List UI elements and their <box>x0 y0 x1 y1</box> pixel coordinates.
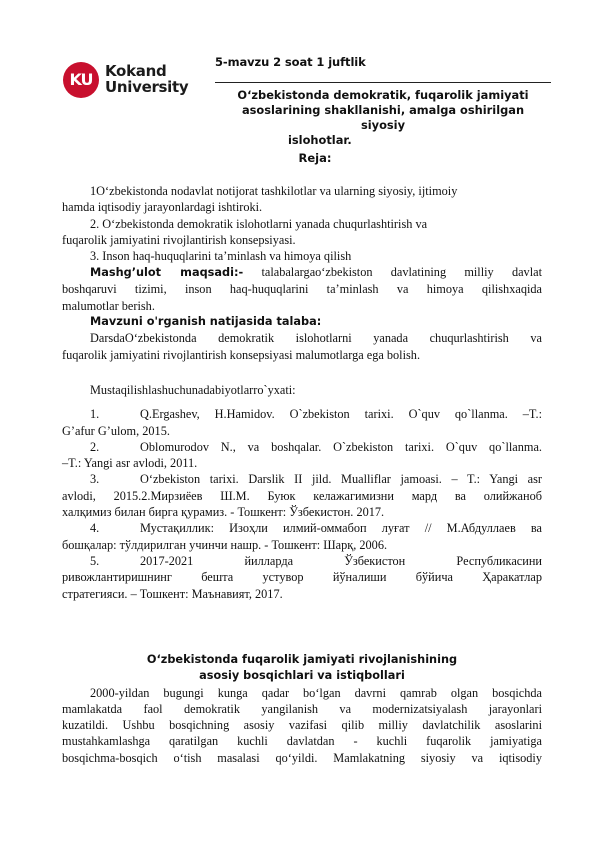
section-line: bosqichma-bosqich o‘tish masalasi qo‘yildi. Mamlakatning siyosiy va iqtisodiy <box>62 750 542 765</box>
literature-item-5-cont: ривожлантиришнинг бешта устувор йўналиши бўйича Ҳаракатлар <box>62 570 542 585</box>
goal-line-2: boshqaruvi tizimi, inson haq-huquqlarini ta’minlash va himoya qilishxaqida <box>62 282 542 297</box>
plan-item-1: 1O‘zbekistonda nodavlat notijorat tashkilotlar va ularning siyosiy, ijtimoiy <box>90 184 458 198</box>
literature-item-2 <box>62 439 542 455</box>
title-line: islohotlar. <box>288 133 352 147</box>
plan-item-2-cont: fuqarolik jamiyatini rivojlantirish konsepsiyasi. <box>62 232 296 247</box>
result-block <box>62 314 542 363</box>
literature-item-1-cont: G’afur G’ulom, 2015. <box>62 423 170 438</box>
literature-num: 3. <box>90 472 100 487</box>
literature-text: Oblomurodov N., va boshqalar. O`zbekiston tarixi. O`quv qo`llanma. <box>140 439 542 454</box>
literature-heading: Mustaqilishlashuchunadabiyotlarro`yxati: <box>90 383 296 397</box>
goal-line-1 <box>62 264 542 281</box>
literature-text: 2017-2021 йилларда Ўзбекистон Республикасини <box>140 553 542 568</box>
title-line: O‘zbekistonda demokratik, fuqarolik jamiyati <box>237 88 529 102</box>
literature-text: Q.Ergashev, H.Hamidov. O`zbekiston tarixi. O`quv qo`llanma. –T.: <box>140 407 542 422</box>
header-divider <box>215 82 551 83</box>
logo-text <box>105 63 188 95</box>
literature-item-5 <box>62 553 542 569</box>
goal-line-3: malumotlar berish. <box>62 298 155 313</box>
literature-num: 4. <box>90 521 100 536</box>
section-heading-line: O‘zbekistonda fuqarolik jamiyati rivojlanishining <box>146 653 458 666</box>
section-line: 2000-yildan bugungi kunga qadar bo‘lgan davrni qamrab olgan bosqichda <box>90 685 542 700</box>
literature-text: Мустақиллик: Изоҳли илмий-оммабоп луғат // М.Абдуллаев ва <box>140 521 542 536</box>
goal-label: Mashg’ulot maqsadi <box>90 266 234 279</box>
literature-item-1 <box>62 406 542 422</box>
literature-num: 2. <box>90 439 100 454</box>
topic-label: 5-mavzu 2 soat 1 juftlik <box>215 55 366 69</box>
result-heading: Mavzuni o'rganish natijasida talaba: <box>90 315 322 328</box>
plan-list <box>62 183 542 264</box>
goal-text: talabalargao‘zbekiston davlatining milliy davlat <box>243 265 542 279</box>
plan-item-3: 3. Inson haq-huquqlarini ta’minlash va himoya qilish <box>90 249 352 264</box>
literature-num: 1. <box>90 407 100 422</box>
literature-item-3 <box>62 471 542 487</box>
goal-separator: :- <box>233 266 244 279</box>
lecture-title <box>218 88 548 148</box>
result-line-2: fuqarolik jamiyatini rivojlantirish konsepsiyasi malumotlarga ega bolish. <box>62 347 421 362</box>
literature-item-4 <box>62 520 542 536</box>
title-line: asoslarining shakllanishi, amalga oshirilgan siyosiy <box>241 103 525 132</box>
plan-item-2: 2. O‘zbekistonda demokratik islohotlarni yanada chuqurlashtirish va <box>90 216 428 231</box>
section-line: mamlakatda faol demokratik yangilanish va modernizatsiyalash jarayonlari <box>62 701 542 716</box>
literature-text: O‘zbekiston tarixi. Darslik II jild. Mualliflar jamoasi. – T.: Yangi asr <box>140 472 542 487</box>
literature-num: 5. <box>90 553 100 568</box>
logo-line-1: Kokand <box>105 62 167 80</box>
goal-block <box>62 264 542 314</box>
logo-mark: KU <box>63 62 99 98</box>
section-line: kuzatildi. Ushbu bosqichning asosiy vazifasi qilib milliy davlatchilik asoslarini <box>62 718 542 733</box>
result-line-1: DarsdaO‘zbekistonda demokratik islohotlarni yanada chuqurlashtirish va <box>90 331 542 346</box>
literature-item-4-cont: бошқалар: тўлдирилган учинчи нашр. - Тошкент: Шарқ, 2006. <box>62 537 388 552</box>
literature-item-3-cont: avlodi, 2015.2.Мирзиёев Ш.М. Буюк келажагимизни мард ва олийжаноб <box>62 488 542 503</box>
section-block <box>62 652 542 766</box>
university-logo <box>63 62 203 102</box>
literature-item-3-cont: халқимиз билан бирга қурамиз. - Тошкент: Ўзбекистон. 2017. <box>62 505 385 520</box>
plan-item-1-cont: hamda iqtisodiy jarayonlardagi ishtiroki. <box>62 200 263 215</box>
literature-item-5-cont: стратегияси. – Тошкент: Маънавият, 2017. <box>62 586 283 601</box>
plan-heading: Reja: <box>298 151 332 165</box>
literature-block <box>62 382 542 602</box>
section-heading-line: asosiy bosqichlari va istiqbollari <box>199 669 405 683</box>
literature-item-2-cont: –T.: Yangi asr avlodi, 2011. <box>62 456 198 471</box>
section-line: mustahkamlashga qaratilgan kuchli davlatdan - kuchli fuqarolik jamiyatiga <box>62 734 542 749</box>
logo-line-2: University <box>105 78 189 96</box>
